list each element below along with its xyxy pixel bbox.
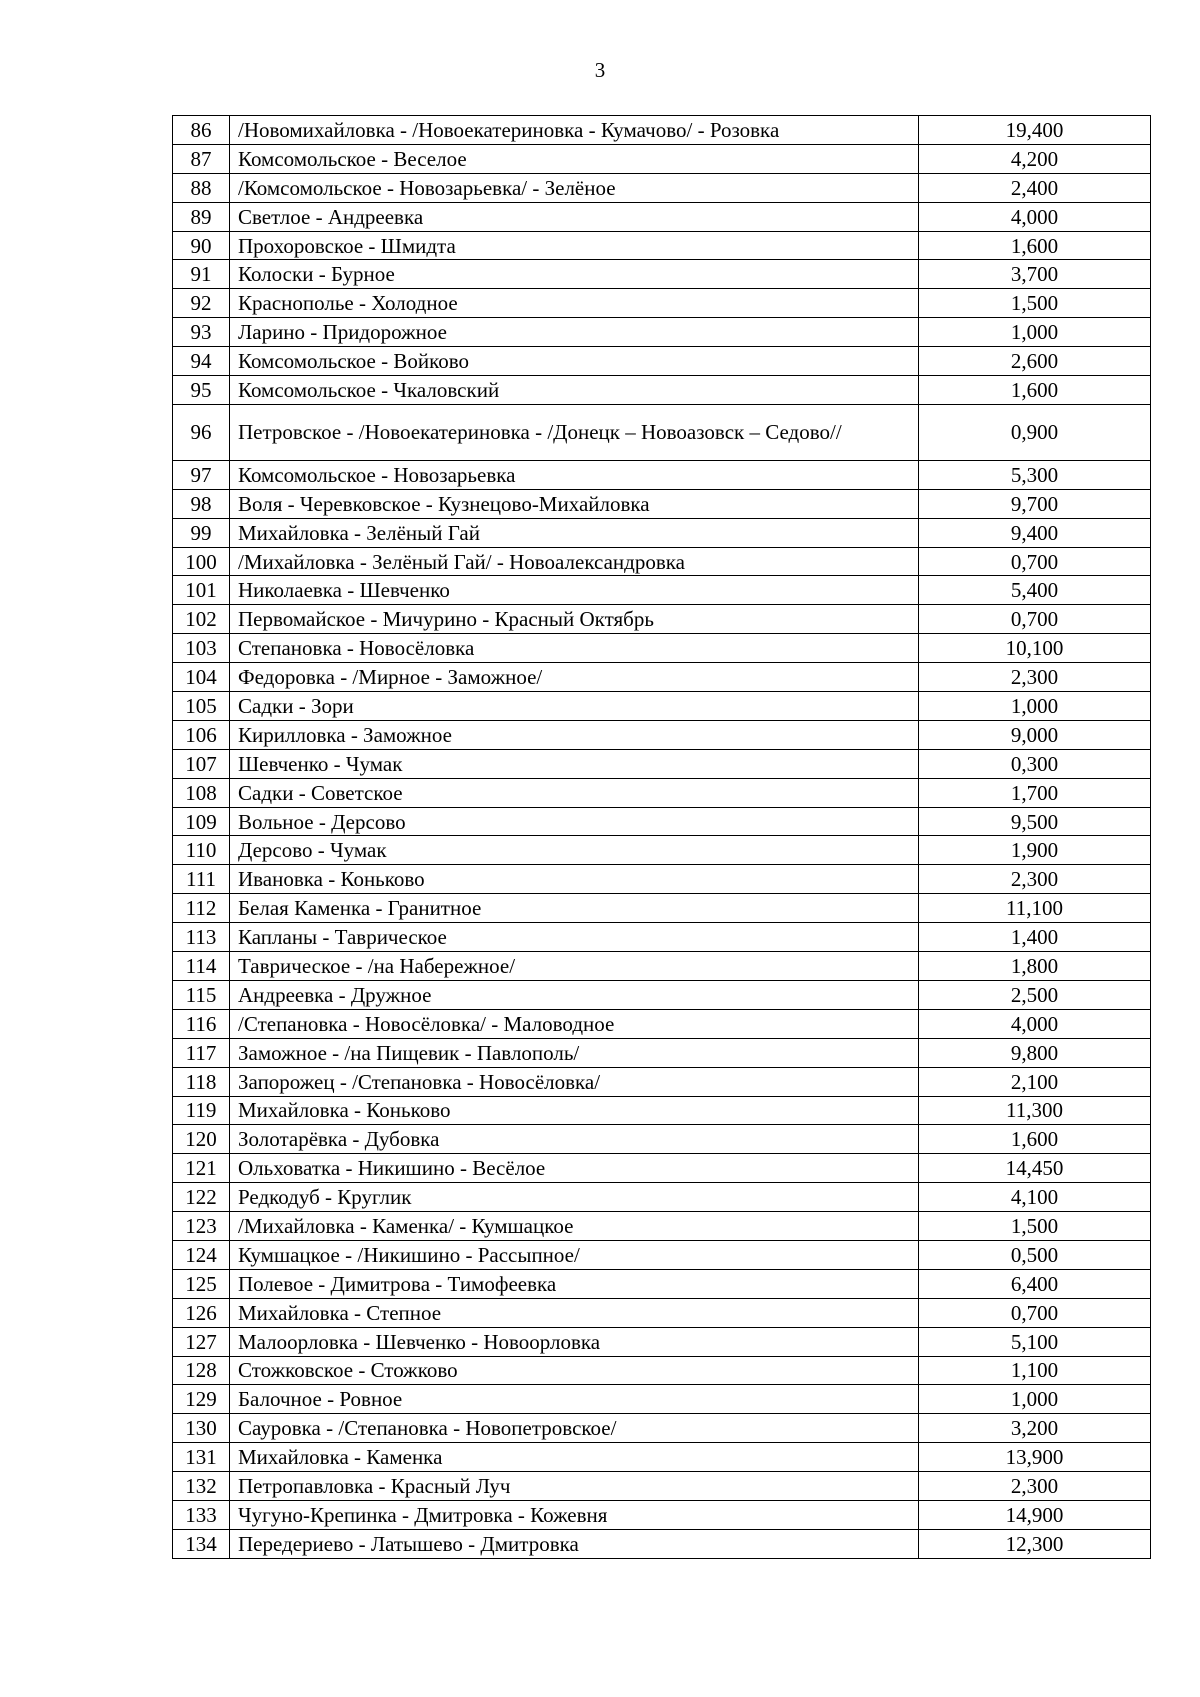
road-name-cell: /Комсомольское - Новозарьевка/ - Зелёное <box>230 173 919 202</box>
table-row <box>173 1096 1151 1125</box>
road-name-cell: Андреевка - Дружное <box>230 980 919 1009</box>
row-number-cell: 115 <box>173 980 230 1009</box>
road-length-cell: 12,300 <box>919 1529 1151 1558</box>
table-row <box>173 576 1151 605</box>
road-length-cell: 1,100 <box>919 1356 1151 1385</box>
road-length-cell: 3,700 <box>919 260 1151 289</box>
road-name-cell: Колоски - Бурное <box>230 260 919 289</box>
row-number-cell: 87 <box>173 144 230 173</box>
table-row <box>173 692 1151 721</box>
road-name-cell: Комсомольское - Войково <box>230 347 919 376</box>
road-name-cell: Кирилловка - Заможное <box>230 720 919 749</box>
table-row <box>173 1067 1151 1096</box>
road-length-cell: 0,300 <box>919 749 1151 778</box>
row-number-cell: 130 <box>173 1414 230 1443</box>
road-name-cell: Передериево - Латышево - Дмитровка <box>230 1529 919 1558</box>
road-name-cell: Ольховатка - Никишино - Весёлое <box>230 1154 919 1183</box>
row-number-cell: 108 <box>173 778 230 807</box>
road-name-cell: Комсомольское - Веселое <box>230 144 919 173</box>
table-row <box>173 1154 1151 1183</box>
row-number-cell: 131 <box>173 1443 230 1472</box>
table-row <box>173 865 1151 894</box>
road-name-cell: Запорожец - /Степановка - Новосёловка/ <box>230 1067 919 1096</box>
table-row <box>173 404 1151 460</box>
road-length-cell: 14,450 <box>919 1154 1151 1183</box>
road-name-cell: Таврическое - /на Набережное/ <box>230 952 919 981</box>
road-length-cell: 2,300 <box>919 865 1151 894</box>
row-number-cell: 128 <box>173 1356 230 1385</box>
road-length-cell: 2,600 <box>919 347 1151 376</box>
row-number-cell: 106 <box>173 720 230 749</box>
road-name-cell: Михайловка - Коньково <box>230 1096 919 1125</box>
road-name-cell: Стожковское - Стожково <box>230 1356 919 1385</box>
road-name-cell: Михайловка - Каменка <box>230 1443 919 1472</box>
road-length-cell: 14,900 <box>919 1500 1151 1529</box>
road-name-cell: Ларино - Придорожное <box>230 318 919 347</box>
table-row <box>173 547 1151 576</box>
table-row <box>173 923 1151 952</box>
road-name-cell: Михайловка - Зелёный Гай <box>230 518 919 547</box>
road-name-cell: Комсомольское - Чкаловский <box>230 376 919 405</box>
row-number-cell: 118 <box>173 1067 230 1096</box>
road-name-cell: Ивановка - Коньково <box>230 865 919 894</box>
road-name-cell: Сауровка - /Степановка - Новопетровское/ <box>230 1414 919 1443</box>
road-length-cell: 1,400 <box>919 923 1151 952</box>
road-name-cell: Чугуно-Крепинка - Дмитровка - Кожевня <box>230 1500 919 1529</box>
road-name-cell: Балочное - Ровное <box>230 1385 919 1414</box>
table-row <box>173 1125 1151 1154</box>
row-number-cell: 100 <box>173 547 230 576</box>
table-row <box>173 952 1151 981</box>
row-number-cell: 111 <box>173 865 230 894</box>
road-name-cell: /Степановка - Новосёловка/ - Маловодное <box>230 1009 919 1038</box>
table-row <box>173 1356 1151 1385</box>
table-row <box>173 634 1151 663</box>
table-row <box>173 1212 1151 1241</box>
table-row <box>173 1443 1151 1472</box>
row-number-cell: 97 <box>173 460 230 489</box>
row-number-cell: 92 <box>173 289 230 318</box>
road-length-cell: 1,600 <box>919 376 1151 405</box>
road-name-cell: Садки - Зори <box>230 692 919 721</box>
row-number-cell: 88 <box>173 173 230 202</box>
table-row <box>173 489 1151 518</box>
road-name-cell: Золотарёвка - Дубовка <box>230 1125 919 1154</box>
road-length-cell: 1,900 <box>919 836 1151 865</box>
row-number-cell: 105 <box>173 692 230 721</box>
road-length-cell: 1,600 <box>919 231 1151 260</box>
road-length-cell: 9,800 <box>919 1038 1151 1067</box>
row-number-cell: 123 <box>173 1212 230 1241</box>
table-row <box>173 1269 1151 1298</box>
table-row <box>173 720 1151 749</box>
road-length-cell: 1,000 <box>919 318 1151 347</box>
road-length-cell: 11,100 <box>919 894 1151 923</box>
road-length-cell: 2,300 <box>919 663 1151 692</box>
table-row <box>173 518 1151 547</box>
road-length-cell: 11,300 <box>919 1096 1151 1125</box>
road-name-cell: Воля - Черевковское - Кузнецово-Михайловка <box>230 489 919 518</box>
road-length-cell: 4,000 <box>919 202 1151 231</box>
table-row <box>173 1009 1151 1038</box>
row-number-cell: 133 <box>173 1500 230 1529</box>
road-name-cell: /Михайловка - Каменка/ - Кумшацкое <box>230 1212 919 1241</box>
road-name-cell: Вольное - Дерсово <box>230 807 919 836</box>
row-number-cell: 117 <box>173 1038 230 1067</box>
row-number-cell: 120 <box>173 1125 230 1154</box>
row-number-cell: 121 <box>173 1154 230 1183</box>
table-row <box>173 1183 1151 1212</box>
row-number-cell: 122 <box>173 1183 230 1212</box>
row-number-cell: 101 <box>173 576 230 605</box>
row-number-cell: 91 <box>173 260 230 289</box>
row-number-cell: 98 <box>173 489 230 518</box>
road-length-cell: 4,200 <box>919 144 1151 173</box>
road-name-cell: Светлое - Андреевка <box>230 202 919 231</box>
road-name-cell: Капланы - Таврическое <box>230 923 919 952</box>
table-row <box>173 260 1151 289</box>
road-name-cell: Федоровка - /Мирное - Заможное/ <box>230 663 919 692</box>
road-length-cell: 5,300 <box>919 460 1151 489</box>
table-row <box>173 173 1151 202</box>
table-row <box>173 202 1151 231</box>
row-number-cell: 116 <box>173 1009 230 1038</box>
table-row <box>173 460 1151 489</box>
road-length-cell: 2,400 <box>919 173 1151 202</box>
table-row <box>173 778 1151 807</box>
road-length-cell: 3,200 <box>919 1414 1151 1443</box>
row-number-cell: 119 <box>173 1096 230 1125</box>
row-number-cell: 127 <box>173 1327 230 1356</box>
table-row <box>173 836 1151 865</box>
row-number-cell: 113 <box>173 923 230 952</box>
table-row <box>173 605 1151 634</box>
road-name-cell: Петропавловка - Красный Луч <box>230 1472 919 1501</box>
road-name-cell: /Михайловка - Зелёный Гай/ - Новоалександровка <box>230 547 919 576</box>
table-row <box>173 1327 1151 1356</box>
row-number-cell: 99 <box>173 518 230 547</box>
road-length-cell: 1,600 <box>919 1125 1151 1154</box>
table-row <box>173 1414 1151 1443</box>
road-length-cell: 10,100 <box>919 634 1151 663</box>
road-length-cell: 1,500 <box>919 1212 1151 1241</box>
road-name-cell: Степановка - Новосёловка <box>230 634 919 663</box>
road-length-cell: 9,700 <box>919 489 1151 518</box>
row-number-cell: 89 <box>173 202 230 231</box>
table-row <box>173 1240 1151 1269</box>
road-name-cell: Малоорловка - Шевченко - Новоорловка <box>230 1327 919 1356</box>
table-row <box>173 1472 1151 1501</box>
table-row <box>173 1298 1151 1327</box>
row-number-cell: 129 <box>173 1385 230 1414</box>
table-row <box>173 144 1151 173</box>
row-number-cell: 114 <box>173 952 230 981</box>
row-number-cell: 96 <box>173 404 230 460</box>
road-name-cell: Полевое - Димитрова - Тимофеевка <box>230 1269 919 1298</box>
row-number-cell: 126 <box>173 1298 230 1327</box>
row-number-cell: 102 <box>173 605 230 634</box>
road-length-cell: 1,000 <box>919 692 1151 721</box>
table-row <box>173 807 1151 836</box>
road-name-cell: Комсомольское - Новозарьевка <box>230 460 919 489</box>
road-length-cell: 0,700 <box>919 547 1151 576</box>
table-row <box>173 980 1151 1009</box>
roads-table <box>172 115 1151 1559</box>
road-length-cell: 2,100 <box>919 1067 1151 1096</box>
road-name-cell: Шевченко - Чумак <box>230 749 919 778</box>
road-length-cell: 0,700 <box>919 605 1151 634</box>
road-name-cell: Первомайское - Мичурино - Красный Октябрь <box>230 605 919 634</box>
road-name-cell: Николаевка - Шевченко <box>230 576 919 605</box>
row-number-cell: 132 <box>173 1472 230 1501</box>
table-row <box>173 749 1151 778</box>
row-number-cell: 134 <box>173 1529 230 1558</box>
road-length-cell: 0,700 <box>919 1298 1151 1327</box>
row-number-cell: 95 <box>173 376 230 405</box>
table-row <box>173 347 1151 376</box>
row-number-cell: 110 <box>173 836 230 865</box>
road-name-cell: Кумшацкое - /Никишино - Рассыпное/ <box>230 1240 919 1269</box>
row-number-cell: 90 <box>173 231 230 260</box>
table-row <box>173 1038 1151 1067</box>
road-length-cell: 2,300 <box>919 1472 1151 1501</box>
road-length-cell: 4,000 <box>919 1009 1151 1038</box>
road-length-cell: 9,000 <box>919 720 1151 749</box>
road-length-cell: 0,500 <box>919 1240 1151 1269</box>
road-name-cell: Заможное - /на Пищевик - Павлополь/ <box>230 1038 919 1067</box>
table-row <box>173 1385 1151 1414</box>
table-row <box>173 663 1151 692</box>
table-row <box>173 318 1151 347</box>
road-name-cell: Прохоровское - Шмидта <box>230 231 919 260</box>
page-number: 3 <box>594 58 606 82</box>
row-number-cell: 125 <box>173 1269 230 1298</box>
road-name-cell: Краснополье - Холодное <box>230 289 919 318</box>
road-name-cell: /Новомихайловка - /Новоекатериновка - Кумачово/ - Розовка <box>230 116 919 145</box>
row-number-cell: 109 <box>173 807 230 836</box>
road-name-cell: Редкодуб - Круглик <box>230 1183 919 1212</box>
table-row <box>173 1529 1151 1558</box>
road-length-cell: 13,900 <box>919 1443 1151 1472</box>
row-number-cell: 86 <box>173 116 230 145</box>
road-length-cell: 1,500 <box>919 289 1151 318</box>
road-length-cell: 9,400 <box>919 518 1151 547</box>
road-name-cell: Садки - Советское <box>230 778 919 807</box>
road-length-cell: 5,100 <box>919 1327 1151 1356</box>
road-length-cell: 5,400 <box>919 576 1151 605</box>
road-length-cell: 2,500 <box>919 980 1151 1009</box>
table-row <box>173 894 1151 923</box>
road-length-cell: 1,000 <box>919 1385 1151 1414</box>
row-number-cell: 112 <box>173 894 230 923</box>
road-name-cell: Михайловка - Степное <box>230 1298 919 1327</box>
road-name-cell: Петровское - /Новоекатериновка - /Донецк – Новоазовск – Седово// <box>230 404 919 460</box>
row-number-cell: 104 <box>173 663 230 692</box>
road-length-cell: 4,100 <box>919 1183 1151 1212</box>
row-number-cell: 94 <box>173 347 230 376</box>
road-length-cell: 1,700 <box>919 778 1151 807</box>
row-number-cell: 107 <box>173 749 230 778</box>
table-row <box>173 231 1151 260</box>
table-row <box>173 376 1151 405</box>
row-number-cell: 124 <box>173 1240 230 1269</box>
road-length-cell: 1,800 <box>919 952 1151 981</box>
road-length-cell: 6,400 <box>919 1269 1151 1298</box>
table-row <box>173 1500 1151 1529</box>
table-row <box>173 289 1151 318</box>
roads-table-body <box>173 116 1151 1559</box>
row-number-cell: 103 <box>173 634 230 663</box>
table-row <box>173 116 1151 145</box>
road-name-cell: Белая Каменка - Гранитное <box>230 894 919 923</box>
road-name-cell: Дерсово - Чумак <box>230 836 919 865</box>
road-length-cell: 19,400 <box>919 116 1151 145</box>
road-length-cell: 9,500 <box>919 807 1151 836</box>
road-length-cell: 0,900 <box>919 404 1151 460</box>
row-number-cell: 93 <box>173 318 230 347</box>
